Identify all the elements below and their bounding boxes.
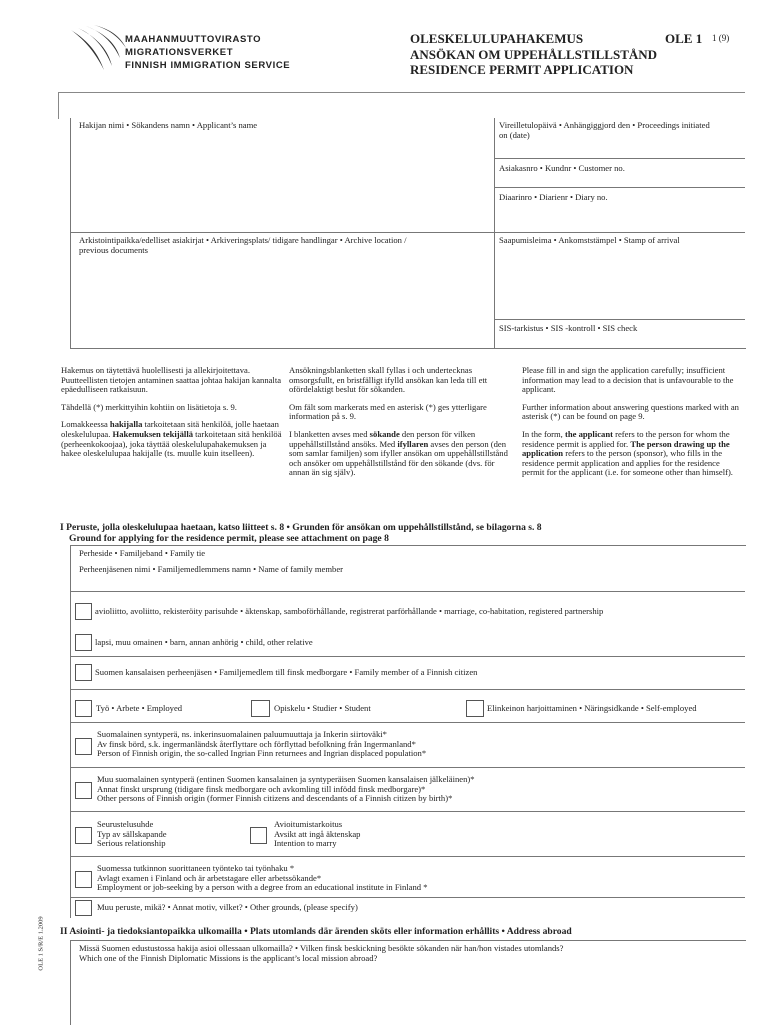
instructions-en-p1: Please fill in and sign the application carefully; insufficient information may lead to a decision that is unfavourable to the applicant.	[522, 365, 734, 395]
agency-name-sv: MIGRATIONSVERKET	[125, 47, 234, 58]
sis-check-label: SIS-tarkistus • SIS -kontroll • SIS check	[499, 323, 638, 333]
option-intention-to-marry	[250, 817, 450, 853]
term-sponsor: ifyllaren	[397, 438, 429, 449]
divider	[71, 656, 745, 657]
text: In the form,	[522, 428, 565, 439]
finnish-origin-label-sv: Annat finskt ursprung (tidigare finsk medborgare och avkomling till infödd finsk medborgare)*	[97, 783, 426, 794]
intention-to-marry-label-en: Intention to marry	[274, 838, 337, 849]
relationship-label-en: Serious relationship	[97, 838, 166, 849]
instructions-sv	[289, 366, 511, 486]
term-applicant: the applicant	[564, 428, 613, 439]
agency-name	[125, 33, 290, 72]
finnish-origin-label	[97, 775, 475, 804]
form-title-sv: ANSÖKAN OM UPPEHÅLLSTILLSTÅND	[410, 46, 658, 62]
finnish-origin-checkbox[interactable]	[75, 782, 92, 799]
term-sponsor: Hakemuksen tekijällä	[112, 428, 193, 439]
arrival-stamp-label: Saapumisleima • Ankomststämpel • Stamp of arrival	[499, 235, 680, 245]
option-marriage	[71, 601, 745, 623]
form-title-fi: OLESKELULUPAHAKEMUS	[410, 31, 584, 46]
self-employed-checkbox[interactable]	[466, 700, 484, 717]
proceedings-date-label-line2: on (date)	[499, 129, 530, 140]
instructions-sv-p3	[289, 430, 511, 478]
finnish-degree-label	[97, 864, 428, 893]
archive-location-label	[79, 236, 494, 255]
instructions-en-p2: Further information about answering questions marked with an asterisk (*) can be found on page 9.	[522, 401, 739, 422]
instructions-fi-p1: Hakemus on täytettävä huolellisesti ja allekirjoitettava. Puutteellisten tietojen antaminen saattaa johtaa hakijan kannalta epäedulliseen ratkaisuun.	[61, 365, 282, 395]
intention-to-marry-checkbox[interactable]	[250, 827, 267, 844]
archive-location-field[interactable]	[71, 233, 493, 347]
family-tie-label: Perheside • Familjeband • Family tie	[79, 548, 206, 558]
self-employed-label: Elinkeinon harjoittaminen • Näringsidkande • Self-employed	[487, 703, 697, 713]
family-member-name-field[interactable]	[71, 560, 745, 590]
divider	[71, 767, 745, 768]
finnish-degree-checkbox[interactable]	[75, 871, 92, 888]
proceedings-date-label-line1: Vireilletulopäivä • Anhängiggjord den • Proceedings initiated	[499, 120, 710, 130]
option-student	[250, 698, 470, 720]
option-employed	[71, 698, 271, 720]
section-1-title-line2: Ground for applying for the residence permit, please see attachment on page 8	[69, 532, 389, 544]
intention-to-marry-label	[274, 820, 360, 849]
marriage-checkbox[interactable]	[75, 603, 92, 620]
other-grounds-label: Muu peruste, mikä? • Annat motiv, vilket? • Other grounds, (please specify)	[97, 902, 358, 912]
agency-name-en: FINNISH IMMIGRATION SERVICE	[125, 60, 291, 71]
ingrian-label-fi: Suomalainen syntyperä, ns. inkerinsuomalainen paluumuuttaja ja Inkerin siirtoväki*	[97, 729, 387, 739]
finnish-degree-label-en: Employment or job-seeking by a person with a degree from an educational institute in Finland *	[97, 882, 428, 893]
diary-no-label: Diaarinro • Diarienr • Diary no.	[499, 192, 608, 202]
child-checkbox[interactable]	[75, 634, 92, 651]
relationship-label-fi: Seurustelusuhde	[97, 819, 154, 829]
instructions-en	[522, 366, 744, 486]
form-title	[410, 31, 657, 78]
option-ingrian	[71, 728, 745, 764]
finnish-origin-label-en: Other persons of Finnish origin (former Finnish citizens and descendants of a Finnish citizen by birth)*	[97, 793, 453, 804]
text: refers to the person for whom the residence permit is applied for.	[522, 428, 730, 449]
divider	[71, 811, 745, 812]
top-field-bracket	[58, 92, 745, 119]
finnish-degree-label-sv: Avlagt examen i Finland och är arbetstagare eller arbetssökande*	[97, 872, 322, 883]
finnish-degree-label-fi: Suomessa tutkinnon suorittaneen työnteko tai työnhaku *	[97, 863, 295, 873]
arrival-stamp-field	[495, 233, 745, 319]
archive-location-label-line1: Arkistointipaikka/edelliset asiakirjat • Arkiveringsplats/ tidigare handlingar • Archive location /	[79, 235, 407, 245]
archive-location-label-line2: previous documents	[79, 244, 148, 255]
ingrian-label-en: Person of Finnish origin, the so-called Ingrian Finn returnees and Ingrian displaced population*	[97, 748, 427, 759]
instructions-sv-p1: Ansökningsblanketten skall fyllas i och undertecknas omsorgsfullt, en bristfälligt ifylld ansökan kan leda till ett ofördelaktigt beslut för sökanden.	[289, 365, 488, 395]
text: den person för vilken uppehållstillstånd ansöks. Med	[289, 428, 476, 449]
relationship-label-sv: Typ av sällskapande	[97, 828, 167, 839]
text: tarkoitetaan sitä henkilöä, jolle haetaan oleskelulupaa.	[61, 419, 279, 439]
ingrian-label	[97, 730, 426, 759]
employed-label: Työ • Arbete • Employed	[96, 703, 183, 713]
instructions-fi	[61, 366, 283, 467]
instructions-fi-p3	[61, 420, 283, 458]
instructions-en-p3	[522, 430, 744, 478]
form-code: OLE 1	[665, 31, 703, 46]
form-side-code: OLE 1 S/R/E 1.2009	[37, 916, 45, 971]
option-relationship	[71, 817, 246, 853]
text: tarkoitetaan sitä henkilöä (perheenkokoojaa), joka täyttää oleskelulupahakemuksen ja hakee oleskelulupaa hakijalle (ts. muulle kuin itselleen).	[61, 428, 282, 459]
divider	[71, 591, 745, 592]
text: Lomakkeessa	[61, 419, 110, 430]
option-finnish-origin	[71, 772, 745, 808]
customer-no-field[interactable]	[495, 159, 745, 187]
ingrian-checkbox[interactable]	[75, 738, 92, 755]
student-checkbox[interactable]	[251, 700, 270, 717]
sis-check-field[interactable]	[495, 320, 745, 347]
text: I blanketten avses med	[289, 428, 370, 439]
agency-name-fi: MAAHANMUUTTOVIRASTO	[125, 34, 262, 45]
finnish-citizen-label: Suomen kansalaisen perheenjäsen • Familjemedlem till finsk medborgare • Family member of a Finnish citizen	[95, 667, 478, 677]
local-mission-question-en: Which one of the Finnish Diplomatic Missions is the applicant’s local mission abroad?	[79, 952, 378, 963]
proceedings-date-field[interactable]	[495, 118, 745, 158]
form-title-en: RESIDENCE PERMIT APPLICATION	[410, 62, 634, 77]
term-sponsor: The person drawing up the application	[522, 438, 730, 459]
instructions-sv-p2: Om fält som markerats med en asterisk (*) ges ytterligare information på s. 9.	[289, 401, 487, 422]
text: avses den person (den som samlar familjen) som ifyller ansökan om uppehållstillstånd och ansöker om uppehållstillstånd för den sökande (dvs. för annan än sig själv).	[289, 438, 508, 478]
finnish-origin-label-fi: Muu suomalainen syntyperä (entinen Suomen kansalainen ja syntyperäisen Suomen kansalaisen jälkeläinen)*	[97, 774, 475, 784]
instructions-fi-p2: Tähdellä (*) merkittyihin kohtiin on lisätietoja s. 9.	[61, 401, 237, 412]
text: refers to the person (sponsor), who fills in the residence permit application and applies for the residence permit for the applicant (i.e. for someone other than himself).	[522, 448, 733, 478]
applicant-name-label: Hakijan nimi • Sökandens namn • Applicant’s name	[79, 120, 258, 130]
divider	[71, 689, 745, 690]
local-mission-question-fi-sv: Missä Suomen edustustossa hakija asioi ollessaan ulkomailla? • Vilken finsk beskickning besökte sökanden när han/hon vistades utomlands?	[79, 943, 564, 953]
option-finnish-citizen	[71, 662, 745, 684]
divider	[71, 722, 745, 723]
applicant-name-field[interactable]	[71, 118, 493, 232]
marriage-label: avioliitto, avoliitto, rekisteröity parisuhde • äktenskap, samboförhållande, registrerat parförhållande • marriage, co-habitation, registered partnership	[95, 606, 604, 616]
proceedings-date-label	[499, 121, 747, 140]
option-child	[71, 632, 745, 654]
child-label: lapsi, muu omainen • barn, annan anhörig • child, other relative	[95, 637, 313, 647]
bird-wing-logo-icon	[68, 24, 128, 74]
diary-no-field[interactable]	[495, 188, 745, 232]
section-2-title: II Asiointi- ja tiedoksiantopaikka ulkomailla • Plats utomlands där ärenden sköts eller information erhållits • Address abroad	[60, 926, 572, 937]
employed-checkbox[interactable]	[75, 700, 92, 717]
student-label: Opiskelu • Studier • Student	[274, 703, 371, 713]
ingrian-label-sv: Av finsk börd, s.k. ingermanländsk återflyttare och förflyttad befolkning från Ingermanland*	[97, 738, 416, 749]
option-finnish-degree	[71, 861, 745, 897]
family-member-name-label: Perheenjäsenen nimi • Familjemedlemmens namn • Name of family member	[79, 564, 343, 574]
customer-no-label: Asiakasnro • Kundnr • Customer no.	[499, 163, 625, 173]
term-applicant: hakijalla	[109, 419, 143, 430]
term-applicant: sökande	[369, 428, 400, 439]
option-other-grounds	[71, 898, 745, 918]
intention-to-marry-label-sv: Avsikt att ingå äktenskap	[274, 828, 361, 839]
section-1-title	[60, 523, 760, 544]
local-mission-question	[79, 944, 563, 963]
option-self-employed	[466, 698, 746, 720]
other-grounds-checkbox[interactable]	[75, 900, 92, 916]
relationship-label	[97, 820, 167, 849]
relationship-checkbox[interactable]	[75, 827, 92, 844]
section-1-title-line1: I Peruste, jolla oleskelulupaa haetaan, katso liitteet s. 8 • Grunden för ansökan om uppehållstillstånd, se bilagorna s. 8	[60, 522, 542, 533]
local-mission-field[interactable]	[71, 941, 745, 1021]
finnish-citizen-checkbox[interactable]	[75, 664, 92, 681]
page-number: 1 (9)	[712, 33, 730, 43]
intention-to-marry-label-fi: Avioitumistarkoitus	[274, 819, 343, 829]
divider	[71, 856, 745, 857]
agency-logo	[68, 24, 128, 74]
